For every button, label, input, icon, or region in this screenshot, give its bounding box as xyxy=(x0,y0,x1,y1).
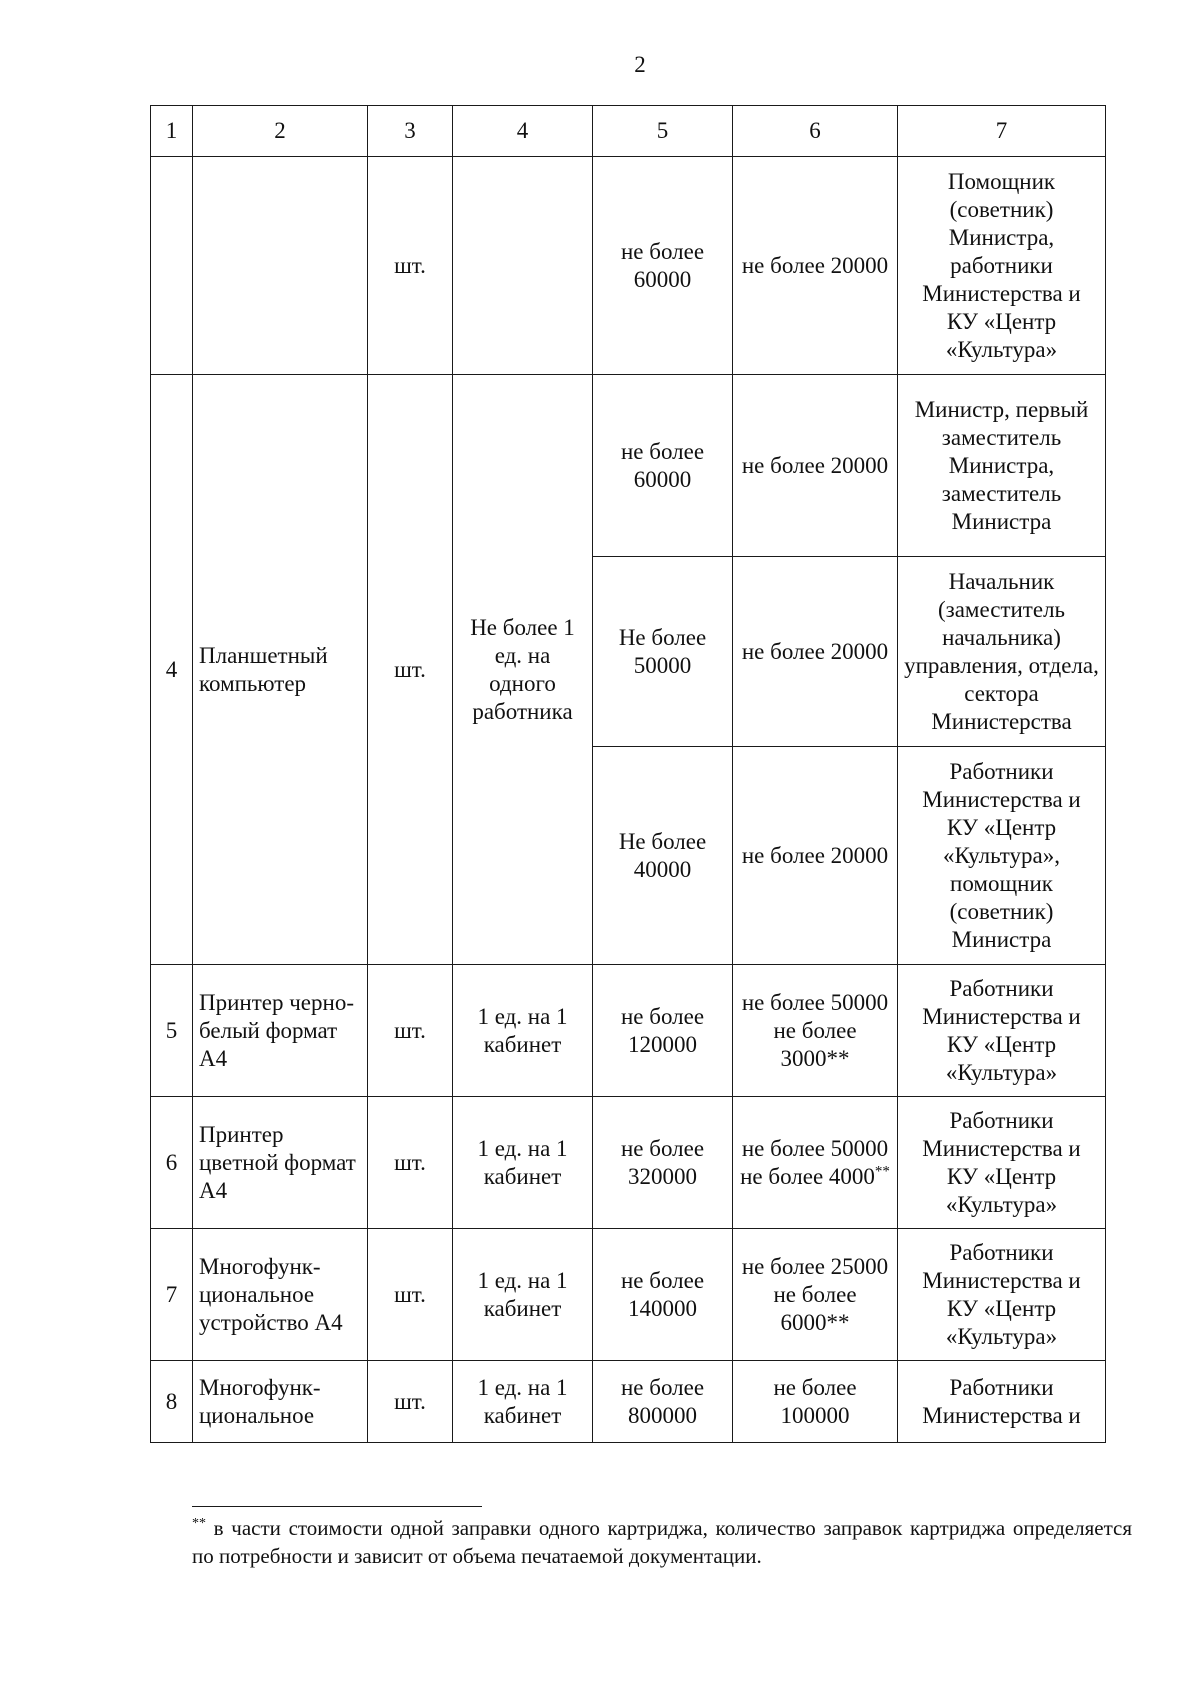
cell-price-service: не более 20000 xyxy=(733,557,898,747)
column-header-2: 2 xyxy=(193,106,368,157)
cell-unit: шт. xyxy=(368,1361,453,1443)
cell-num: 8 xyxy=(151,1361,193,1443)
cell-price-device: не более 60000 xyxy=(593,375,733,557)
table-row xyxy=(151,1097,1106,1229)
cell-unit: шт. xyxy=(368,1229,453,1361)
price-service-text: не более 50000 не более 4000 xyxy=(740,1135,889,1189)
cell-price-device: Не более 40000 xyxy=(593,747,733,965)
cell-position: Работники Министерства и xyxy=(898,1361,1106,1443)
footnote-text: в части стоимости одной заправки одного картриджа, количество заправок картриджа определяется по потребности и зависит от объема печатаемой документации. xyxy=(192,1516,1132,1568)
cell-position: Помощник (советник) Министра, работники Министерства и КУ «Центр «Культура» xyxy=(898,157,1106,375)
cell-price-device: не более 140000 xyxy=(593,1229,733,1361)
cell-price-device: не более 800000 xyxy=(593,1361,733,1443)
table-row xyxy=(151,375,1106,557)
table-row xyxy=(151,157,1106,375)
footnote-reference: ** xyxy=(874,1162,890,1179)
cell-price-service: не более 100000 xyxy=(733,1361,898,1443)
cell-num xyxy=(151,157,193,375)
table-header-row xyxy=(151,106,1106,157)
cell-quantity xyxy=(453,157,593,375)
column-header-4: 4 xyxy=(453,106,593,157)
column-header-6: 6 xyxy=(733,106,898,157)
table-row xyxy=(151,965,1106,1097)
cell-position: Начальник (заместитель начальника) управления, отдела, сектора Министерства xyxy=(898,557,1106,747)
column-header-3: 3 xyxy=(368,106,453,157)
cell-price-service: не более 50000 не более 3000** xyxy=(733,965,898,1097)
cell-price-service xyxy=(733,1097,898,1229)
cell-position: Работники Министерства и КУ «Центр «Культура» xyxy=(898,965,1106,1097)
cell-price-device: не более 60000 xyxy=(593,157,733,375)
footnote xyxy=(192,1514,1132,1570)
cell-price-service: не более 20000 xyxy=(733,747,898,965)
column-header-1: 1 xyxy=(151,106,193,157)
cell-price-device: Не более 50000 xyxy=(593,557,733,747)
cell-name: Принтер цветной формат А4 xyxy=(193,1097,368,1229)
cell-name: Планшетный компьютер xyxy=(193,375,368,965)
column-header-5: 5 xyxy=(593,106,733,157)
cell-quantity: 1 ед. на 1 кабинет xyxy=(453,1097,593,1229)
cell-num: 4 xyxy=(151,375,193,965)
table-row xyxy=(151,1361,1106,1443)
cell-price-device: не более 320000 xyxy=(593,1097,733,1229)
cell-price-device: не более 120000 xyxy=(593,965,733,1097)
cell-price-service: не более 20000 xyxy=(733,157,898,375)
cell-num: 7 xyxy=(151,1229,193,1361)
cell-name: Многофунк-циональное устройство А4 xyxy=(193,1229,368,1361)
cell-name xyxy=(193,157,368,375)
cell-position: Министр, первый заместитель Министра, заместитель Министра xyxy=(898,375,1106,557)
cell-quantity: Не более 1 ед. на одного работника xyxy=(453,375,593,965)
cell-position: Работники Министерства и КУ «Центр «Культура» xyxy=(898,1229,1106,1361)
cell-unit: шт. xyxy=(368,375,453,965)
requirements-table xyxy=(150,105,1106,1443)
cell-num: 6 xyxy=(151,1097,193,1229)
cell-quantity: 1 ед. на 1 кабинет xyxy=(453,1361,593,1443)
column-header-7: 7 xyxy=(898,106,1106,157)
cell-quantity: 1 ед. на 1 кабинет xyxy=(453,965,593,1097)
cell-price-service: не более 25000 не более 6000** xyxy=(733,1229,898,1361)
cell-price-service: не более 20000 xyxy=(733,375,898,557)
cell-position: Работники Министерства и КУ «Центр «Культура», помощник (советник) Министра xyxy=(898,747,1106,965)
cell-quantity: 1 ед. на 1 кабинет xyxy=(453,1229,593,1361)
page-number: 2 xyxy=(634,52,646,77)
cell-position: Работники Министерства и КУ «Центр «Культура» xyxy=(898,1097,1106,1229)
footnote-divider xyxy=(192,1506,482,1507)
cell-unit: шт. xyxy=(368,157,453,375)
cell-name: Принтер черно-белый формат А4 xyxy=(193,965,368,1097)
cell-unit: шт. xyxy=(368,965,453,1097)
table-row xyxy=(151,1229,1106,1361)
cell-num: 5 xyxy=(151,965,193,1097)
cell-unit: шт. xyxy=(368,1097,453,1229)
footnote-mark: ** xyxy=(192,1516,206,1531)
cell-name: Многофунк-циональное xyxy=(193,1361,368,1443)
